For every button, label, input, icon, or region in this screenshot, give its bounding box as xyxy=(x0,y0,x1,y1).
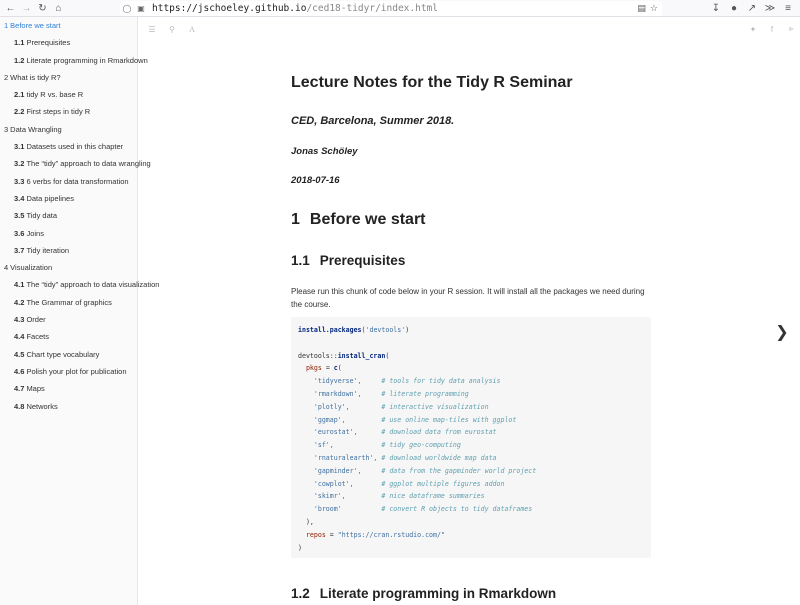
toc-item-number: 3.2 xyxy=(14,159,25,169)
toc-item-label: Literate programming in Rmarkdown xyxy=(26,55,148,65)
toc-item-4-8[interactable] xyxy=(0,398,137,415)
toc-item-3-6[interactable] xyxy=(0,225,137,242)
bookmark-star-icon[interactable]: ☆ xyxy=(649,3,658,13)
code-package-name: 'sf', xyxy=(313,441,334,450)
code-comment: # literate programming xyxy=(381,389,469,398)
facebook-icon[interactable]: f xyxy=(770,24,774,34)
toc-item-1[interactable] xyxy=(0,17,137,34)
menu-icon[interactable]: ≡ xyxy=(785,3,791,14)
page-title: Lecture Notes for the Tidy R Seminar xyxy=(291,74,573,91)
toc-item-label: The “tidy” approach to data visualization xyxy=(26,280,160,290)
toc-item-1-1[interactable] xyxy=(0,34,137,51)
code-line xyxy=(298,516,651,529)
page-subtitle: CED, Barcelona, Summer 2018. xyxy=(291,115,455,127)
toc-item-number: 4.3 xyxy=(14,315,25,325)
code-line xyxy=(298,414,651,427)
code-block xyxy=(291,317,651,558)
code-string: 'devtools' xyxy=(365,326,406,334)
code-package-name: 'gapminder', xyxy=(313,466,362,475)
toc-item-label: Order xyxy=(26,315,46,325)
toc-item-number: 4.4 xyxy=(14,332,25,342)
code-spacer xyxy=(358,428,382,436)
code-spacer xyxy=(342,505,382,513)
code-package-name: 'plotly', xyxy=(313,402,350,411)
code-spacer xyxy=(334,441,382,449)
code-line xyxy=(298,439,651,452)
toc-item-2-1[interactable] xyxy=(0,86,137,103)
home-icon[interactable]: ⌂ xyxy=(55,2,62,14)
toc-item-label: First steps in tidy R xyxy=(26,107,91,117)
toc-item-number: 4.6 xyxy=(14,366,25,376)
toc-item-3[interactable] xyxy=(0,121,137,138)
toc-item-number: 2.1 xyxy=(14,90,25,100)
url-host: https://jschoeley.github.io xyxy=(152,3,307,14)
code-comment: # use online map-tiles with ggplot xyxy=(381,415,517,424)
code-line: install.packages('devtools') xyxy=(298,326,410,334)
code-package-name: 'eurostat', xyxy=(313,428,358,437)
code-line xyxy=(298,401,651,414)
code-package-name: 'ggmap', xyxy=(313,415,346,424)
section-title: Prerequisites xyxy=(319,253,406,268)
section-number: 1.2 xyxy=(291,586,310,601)
code-namespace: devtools:: xyxy=(298,351,338,360)
url-text[interactable] xyxy=(152,3,438,14)
code-line xyxy=(298,542,651,555)
share-icon[interactable]: ↗ xyxy=(747,3,757,14)
toc-item-3-5[interactable] xyxy=(0,207,137,224)
code-line xyxy=(298,388,651,401)
code-punct: ) xyxy=(298,543,302,552)
toc-item-3-3[interactable] xyxy=(0,173,137,190)
toc-item-label: Visualization xyxy=(10,263,53,273)
toc-item-2[interactable] xyxy=(0,69,137,86)
toc-item-4-7[interactable] xyxy=(0,380,137,397)
section-heading-literate-programming xyxy=(291,586,556,601)
toc-item-label: tidy R vs. base R xyxy=(26,90,84,100)
code-comment: # download data from eurostat xyxy=(381,428,497,437)
code-comment: # nice dataframe summaries xyxy=(381,492,485,501)
extensions-icon[interactable]: ≫ xyxy=(764,3,776,14)
section-title: Literate programming in Rmarkdown xyxy=(319,586,557,601)
share-more-icon[interactable]: ⪢ xyxy=(788,24,794,33)
section-heading-prerequisites xyxy=(291,253,405,268)
toc-item-3-7[interactable] xyxy=(0,242,137,259)
code-comment: # data from the gapminder world project xyxy=(381,466,537,475)
toc-item-1-2[interactable] xyxy=(0,52,148,69)
toc-item-label: Before we start xyxy=(10,21,61,30)
code-line xyxy=(298,426,651,439)
toc-item-number: 3.7 xyxy=(14,245,25,255)
search-icon[interactable]: ⚲ xyxy=(169,24,175,34)
code-comment: # convert R objects to tidy dataframes xyxy=(381,505,533,514)
toc-item-label: Data Wrangling xyxy=(10,124,62,134)
forward-icon[interactable]: → xyxy=(21,2,32,14)
chapter-number: 1 xyxy=(291,211,300,228)
toc-item-4-5[interactable] xyxy=(0,346,137,363)
code-string: "https://cran.rstudio.com/" xyxy=(337,530,445,539)
code-package-name: 'cowplot', xyxy=(313,479,354,488)
code-argument: pkgs xyxy=(305,364,322,373)
account-icon[interactable]: ● xyxy=(730,3,738,14)
toc-item-4-4[interactable] xyxy=(0,328,137,345)
toc-item-label: Networks xyxy=(26,401,58,411)
table-of-contents-sidebar xyxy=(0,17,160,605)
toc-item-number: 1.1 xyxy=(14,38,25,48)
toc-item-number: 2.2 xyxy=(14,107,25,117)
code-spacer xyxy=(346,492,382,500)
code-spacer xyxy=(362,390,382,398)
code-line xyxy=(298,478,651,491)
code-spacer xyxy=(354,480,382,488)
author: Jonas Schöley xyxy=(291,146,358,157)
toc-item-label: Tidy iteration xyxy=(26,245,70,255)
toc-item-label: Prerequisites xyxy=(26,38,71,48)
toc-item-number: 4.2 xyxy=(14,297,25,307)
toc-item-label: Chart type vocabulary xyxy=(26,349,100,359)
toc-item-number: 3.1 xyxy=(14,142,25,152)
code-line xyxy=(298,465,651,478)
code-function: install_cran xyxy=(337,351,386,360)
back-icon[interactable]: ← xyxy=(5,2,16,14)
toc-item-label: Joins xyxy=(26,228,44,238)
toc-item-label: The Grammar of graphics xyxy=(26,297,112,307)
code-line: repos = "https://cran.rstudio.com/" xyxy=(305,530,445,539)
code-line xyxy=(298,490,651,503)
next-page-chevron-icon[interactable]: ❯ xyxy=(775,324,789,341)
chapter-heading xyxy=(291,211,426,229)
downloads-icon[interactable]: ↧ xyxy=(711,3,721,14)
toc-item-4-2[interactable] xyxy=(0,294,137,311)
toc-item-number: 1.2 xyxy=(14,55,25,65)
toc-item-label: Data pipelines xyxy=(26,193,74,203)
toc-item-3-2[interactable] xyxy=(0,155,151,172)
code-line xyxy=(298,375,651,388)
section-number: 1.1 xyxy=(291,253,310,268)
code-argument: repos xyxy=(305,530,326,539)
toc-item-label: 6 verbs for data transformation xyxy=(26,176,129,186)
code-line xyxy=(298,452,651,465)
toc-item-label: The “tidy” approach to data wrangling xyxy=(26,159,151,169)
toc-item-3-1[interactable] xyxy=(0,138,137,155)
toc-item-label: Datasets used in this chapter xyxy=(26,142,124,152)
code-line: devtools::install_cran( xyxy=(298,351,390,360)
code-package-name: 'broom' xyxy=(313,505,342,514)
code-function: install.packages xyxy=(298,326,362,334)
twitter-icon[interactable]: ✦ xyxy=(749,24,757,34)
code-comment: # tidy geo-computing xyxy=(381,441,461,450)
toc-item-number: 4.7 xyxy=(14,384,25,394)
toc-item-number: 3.6 xyxy=(14,228,25,238)
code-spacer xyxy=(362,377,382,385)
code-line xyxy=(298,503,651,516)
toc-item-4[interactable] xyxy=(0,259,137,276)
toc-item-number: 2 xyxy=(4,72,9,82)
code-spacer xyxy=(362,467,382,475)
toc-item-label: Tidy data xyxy=(26,211,58,221)
code-comment: # download worldwide map data xyxy=(381,453,497,462)
browser-toolbar xyxy=(0,0,800,17)
toc-item-label: Maps xyxy=(26,384,45,394)
toc-item-number: 4 xyxy=(4,263,9,273)
url-bar[interactable] xyxy=(120,1,662,16)
toc-item-number: 3.3 xyxy=(14,176,25,186)
code-package-name: 'tidyverse', xyxy=(313,377,362,386)
book-toolbar xyxy=(139,17,800,41)
code-operator: = xyxy=(321,364,334,373)
code-punct: ), xyxy=(305,517,314,526)
code-package-name: 'rmarkdown', xyxy=(313,389,362,398)
code-spacer xyxy=(346,416,382,424)
intro-paragraph: Please run this chunk of code below in your R session. It will install all the packages we need during the course. xyxy=(291,287,645,309)
code-package-name: 'skimr', xyxy=(313,492,346,501)
toc-item-4-6[interactable] xyxy=(0,363,137,380)
code-spacer xyxy=(350,403,382,411)
shield-icon[interactable]: ◯ xyxy=(122,4,132,13)
font-settings-icon[interactable]: A xyxy=(189,24,195,34)
code-comment: # tools for tidy data analysis xyxy=(381,377,501,386)
toc-item-2-2[interactable] xyxy=(0,103,137,120)
code-comment: # ggplot multiple figures addon xyxy=(381,479,505,488)
lock-icon[interactable]: ▣ xyxy=(137,4,145,13)
code-function: c xyxy=(333,364,338,373)
toc-item-label: Polish your plot for publication xyxy=(26,366,127,376)
toc-item-number: 4.1 xyxy=(14,280,25,290)
toc-item-number: 4.5 xyxy=(14,349,25,359)
toc-item-number: 1 xyxy=(4,21,9,30)
code-line: pkgs = c( xyxy=(305,364,342,373)
toc-item-number: 4.8 xyxy=(14,401,25,411)
toc-item-number: 3.5 xyxy=(14,211,25,221)
code-comment: # interactive visualization xyxy=(381,402,489,411)
toc-item-number: 3 xyxy=(4,124,9,134)
toc-item-4-1[interactable] xyxy=(0,276,160,293)
chapter-title: Before we start xyxy=(309,211,426,228)
code-line xyxy=(298,337,651,350)
url-path: /ced18-tidyr/index.html xyxy=(306,3,438,14)
code-package-name: 'rnaturalearth', xyxy=(313,453,378,462)
toc-item-number: 3.4 xyxy=(14,193,25,203)
toc-item-4-3[interactable] xyxy=(0,311,137,328)
toggle-sidebar-icon[interactable]: ☰ xyxy=(148,24,156,34)
toc-item-label: Facets xyxy=(26,332,49,342)
toc-item-3-4[interactable] xyxy=(0,190,137,207)
date: 2018-07-16 xyxy=(291,175,340,186)
reload-icon[interactable]: ↻ xyxy=(38,2,47,14)
toc-item-label: What is tidy R? xyxy=(10,72,61,82)
reader-view-icon[interactable]: ▤ xyxy=(637,3,646,13)
